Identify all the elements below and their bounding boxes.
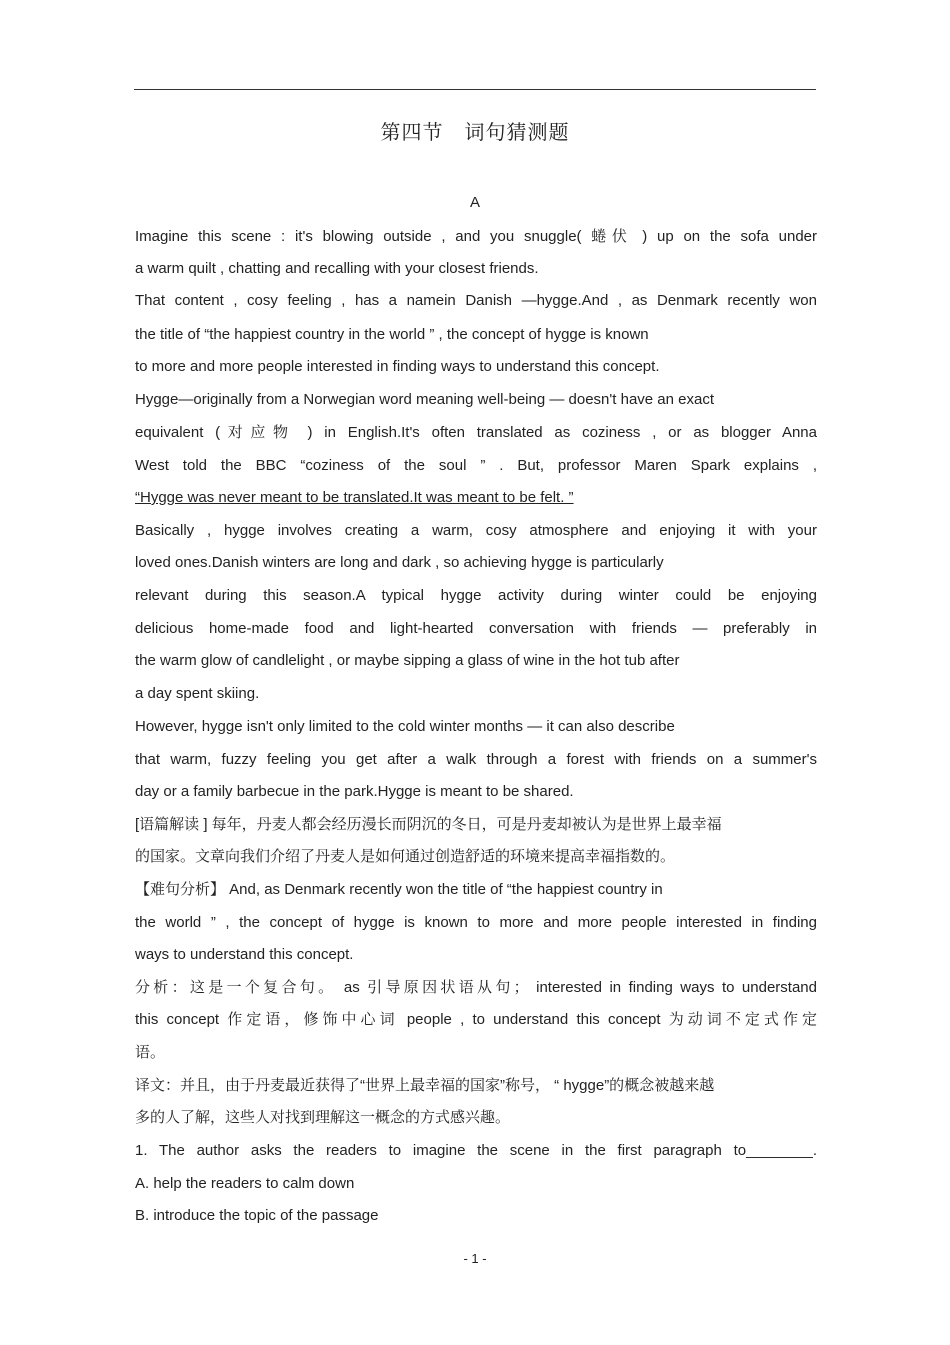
text-line: Hygge—originally from a Norwegian word meaning well-being — doesn't have an exact <box>135 391 714 408</box>
option-a: A. help the readers to calm down <box>135 1175 355 1192</box>
text-line: loved ones.Danish winters are long and dark , so achieving hygge is particularly <box>135 554 664 571</box>
text-line: this concept 作定语，修饰中心词 people , to understand this concept 为动词不定式作定 <box>135 1011 817 1028</box>
text-line: 译文：并且，由于丹麦最近获得了“世界上最幸福的国家”称号， “ hygge”的概念被越来越 <box>135 1077 715 1094</box>
text-line: 多的人了解，这些人对找到理解这一概念的方式感兴趣。 <box>135 1109 511 1126</box>
text-line: 分析：这是一个复合句。 as 引导原因状语从句； interested in finding ways to understand <box>135 979 817 996</box>
text-line: However, hygge isn't only limited to the cold winter months — it can also describe <box>135 718 675 735</box>
question-1: 1. The author asks the readers to imagine the scene in the first paragraph to________. <box>135 1142 817 1159</box>
text-line: Basically , hygge involves creating a warm, cosy atmosphere and enjoying it with your <box>135 522 817 539</box>
option-b: B. introduce the topic of the passage <box>135 1207 379 1224</box>
text-line: a day spent skiing. <box>135 685 260 702</box>
text-line: ways to understand this concept. <box>135 946 354 963</box>
text-line: a warm quilt , chatting and recalling with your closest friends. <box>135 260 539 277</box>
page-number: - 1 - <box>463 1251 487 1266</box>
text-line: to more and more people interested in finding ways to understand this concept. <box>135 358 660 375</box>
text-line: 【难句分析】 And, as Denmark recently won the title of “the happiest country in <box>135 881 663 898</box>
text-line: 语。 <box>135 1044 166 1061</box>
text-line: equivalent (对应物 ) in English.It's often translated as coziness , or as blogger Anna <box>135 424 817 441</box>
text-line: the title of “the happiest country in the world ” , the concept of hygge is known <box>135 326 649 343</box>
text-line: that warm, fuzzy feeling you get after a walk through a forest with friends on a summer's <box>135 751 817 768</box>
text-line: 的国家。文章向我们介绍了丹麦人是如何通过创造舒适的环境来提高幸福指数的。 <box>135 848 676 865</box>
quote-line: “Hygge was never meant to be translated.It was meant to be felt. ” <box>135 489 574 506</box>
section-label: A <box>469 194 480 211</box>
page-title: 第四节 词句猜测题 <box>380 120 570 144</box>
text-line: the world ” , the concept of hygge is known to more and more people interested in finding <box>135 914 817 931</box>
header-rule <box>134 89 816 90</box>
text-line: [语篇解读 ] 每年，丹麦人都会经历漫长而阴沉的冬日，可是丹麦却被认为是世界上最幸福 <box>135 816 722 833</box>
text-line: Imagine this scene : it's blowing outside , and you snuggle( 蜷伏 ) up on the sofa under <box>135 228 817 245</box>
text-line: West told the BBC “coziness of the soul ” . But, professor Maren Spark explains , <box>135 457 817 474</box>
text-line: delicious home-made food and light-hearted conversation with friends — preferably in <box>135 620 817 637</box>
text-line: relevant during this season.A typical hygge activity during winter could be enjoying <box>135 587 817 604</box>
text-line: That content , cosy feeling , has a namein Danish —hygge.And , as Denmark recently won <box>135 292 817 309</box>
text-line: day or a family barbecue in the park.Hygge is meant to be shared. <box>135 783 574 800</box>
text-line: the warm glow of candlelight , or maybe sipping a glass of wine in the hot tub after <box>135 652 680 669</box>
